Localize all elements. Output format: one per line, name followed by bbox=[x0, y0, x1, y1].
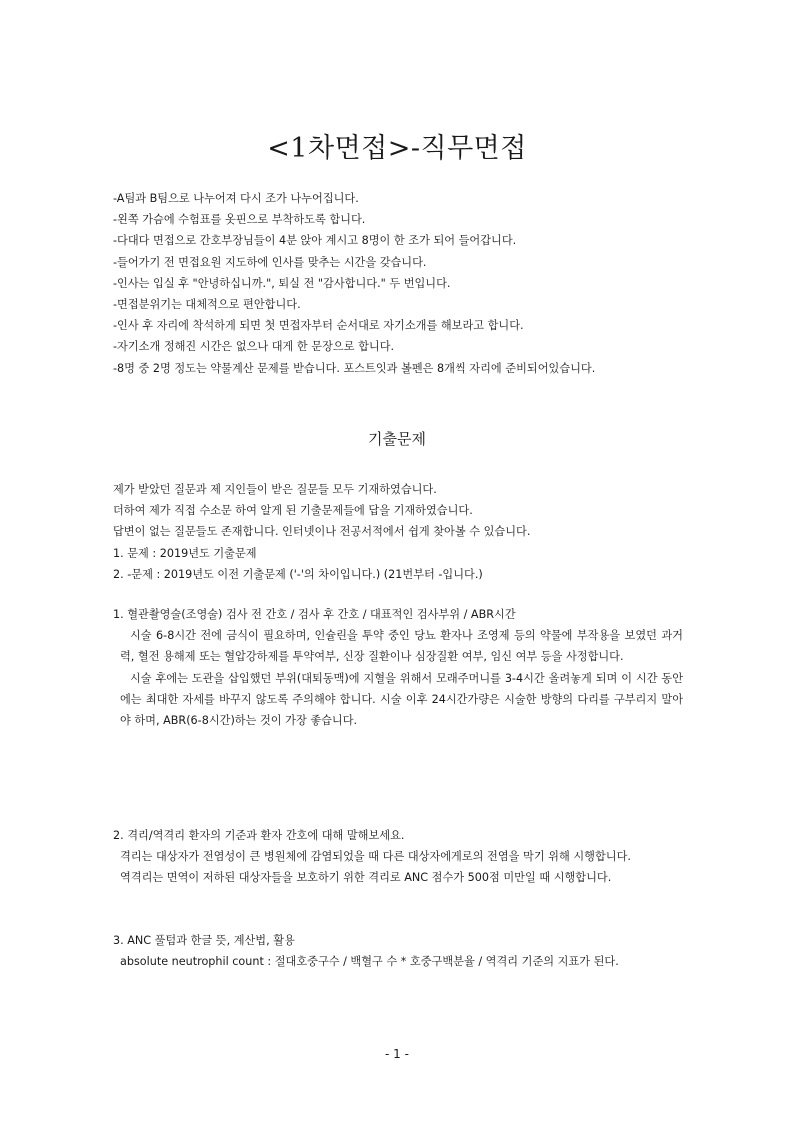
note-line: 더하여 제가 직접 수소문 하여 알게 된 기출문제들에 답을 기재하였습니다. bbox=[113, 504, 473, 518]
question-title: 1. 혈관촬영술(조영술) 검사 전 간호 / 검사 후 간호 / 대표적인 검사부위 / ABR시간 bbox=[113, 608, 516, 621]
intro-bullet: -면접분위기는 대체적으로 편안합니다. bbox=[113, 298, 301, 312]
intro-bullet: -다대다 면접으로 간호부장님들이 4분 앉아 계시고 8명이 한 조가 되어 들어갑니다. bbox=[113, 234, 517, 248]
question-title: 2. 격리/역격리 환자의 기준과 환자 간호에 대해 말해보세요. bbox=[113, 829, 405, 842]
note-line: 답변이 없는 질문들도 존재합니다. 인터넷이나 전공서적에서 쉽게 찾아볼 수 있습니다. bbox=[113, 525, 531, 539]
intro-bullet-list bbox=[113, 188, 683, 379]
intro-bullet: -들어가기 전 면접요원 지도하에 인사를 맞추는 시간을 갖습니다. bbox=[113, 255, 427, 269]
question-answer-paragraph: absolute neutrophil count : 절대호중구수 / 백혈구 수 * 호중구백분율 / 역격리 기준의 지표가 된다. bbox=[120, 955, 619, 969]
question-answer-paragraph: 역격리는 면역이 저하된 대상자들을 보호하기 위한 격리로 ANC 점수가 500점 미만일 때 시행합니다. bbox=[120, 871, 612, 885]
notes-list bbox=[113, 479, 683, 585]
question-answer-paragraph: 시술 후에는 도관을 삽입했던 부위(대퇴동맥)에 지혈을 위해서 모래주머니를 3-4시간 올려놓게 되며 이 시간 동안에는 최대한 자세를 바꾸지 않도록 주의해야 합니다. 시술 이후 24시간가량은 시술한 방향의 다리를 구부리지 말아야 하며, ABR(6-8시간)하는 것이 가장 좋습니다. bbox=[120, 671, 683, 728]
page-title: <1차면접>-직무면접 bbox=[267, 133, 527, 164]
intro-bullet: -인사 후 자리에 착석하게 되면 첫 면접자부터 순서대로 자기소개를 해보라고 합니다. bbox=[113, 319, 524, 333]
question-answer-paragraph: 시술 6-8시간 전에 금식이 필요하며, 인슐린을 투약 중인 당뇨 환자나 조영제 등의 약물에 부작용을 보였던 과거력, 혈전 용해제 또는 혈압강하제를 투약여부, 신장 질환이나 심장질환 여부, 임신 여부 등을 사정합니다. bbox=[120, 629, 683, 664]
page-number: - 1 - bbox=[385, 1047, 409, 1061]
note-line: 제가 받았던 질문과 제 지인들이 받은 질문들 모두 기재하였습니다. bbox=[113, 483, 437, 496]
intro-bullet: -자기소개 정해진 시간은 없으나 대게 한 문장으로 합니다. bbox=[113, 340, 395, 354]
section-title: 기출문제 bbox=[368, 430, 426, 448]
intro-bullet: -A팀과 B팀으로 나누어져 다시 조가 나누어집니다. bbox=[113, 192, 359, 205]
question-answer-paragraph: 격리는 대상자가 전염성이 큰 병원체에 감염되었을 때 다른 대상자에게로의 전염을 막기 위해 시행합니다. bbox=[120, 850, 631, 864]
note-line: 2. -문제 : 2019년도 이전 기출문제 ('-'의 차이입니다.) (21번부터 -입니다.) bbox=[113, 567, 483, 581]
note-line: 1. 문제 : 2019년도 기출문제 bbox=[113, 546, 257, 560]
intro-bullet: -왼쪽 가슴에 수험표를 옷핀으로 부착하도록 합니다. bbox=[113, 213, 366, 227]
question-3 bbox=[113, 930, 683, 972]
question-1 bbox=[113, 604, 683, 731]
intro-bullet: -8명 중 2명 정도는 약물계산 문제를 받습니다. 포스트잇과 볼펜은 8개씩 자리에 준비되어있습니다. bbox=[113, 361, 596, 375]
intro-bullet: -인사는 입실 후 "안녕하십니까.", 퇴실 전 "감사합니다." 두 번입니다. bbox=[113, 276, 451, 290]
question-2 bbox=[113, 825, 683, 889]
question-title: 3. ANC 풀텀과 한글 뜻, 계산법, 활용 bbox=[113, 934, 295, 947]
